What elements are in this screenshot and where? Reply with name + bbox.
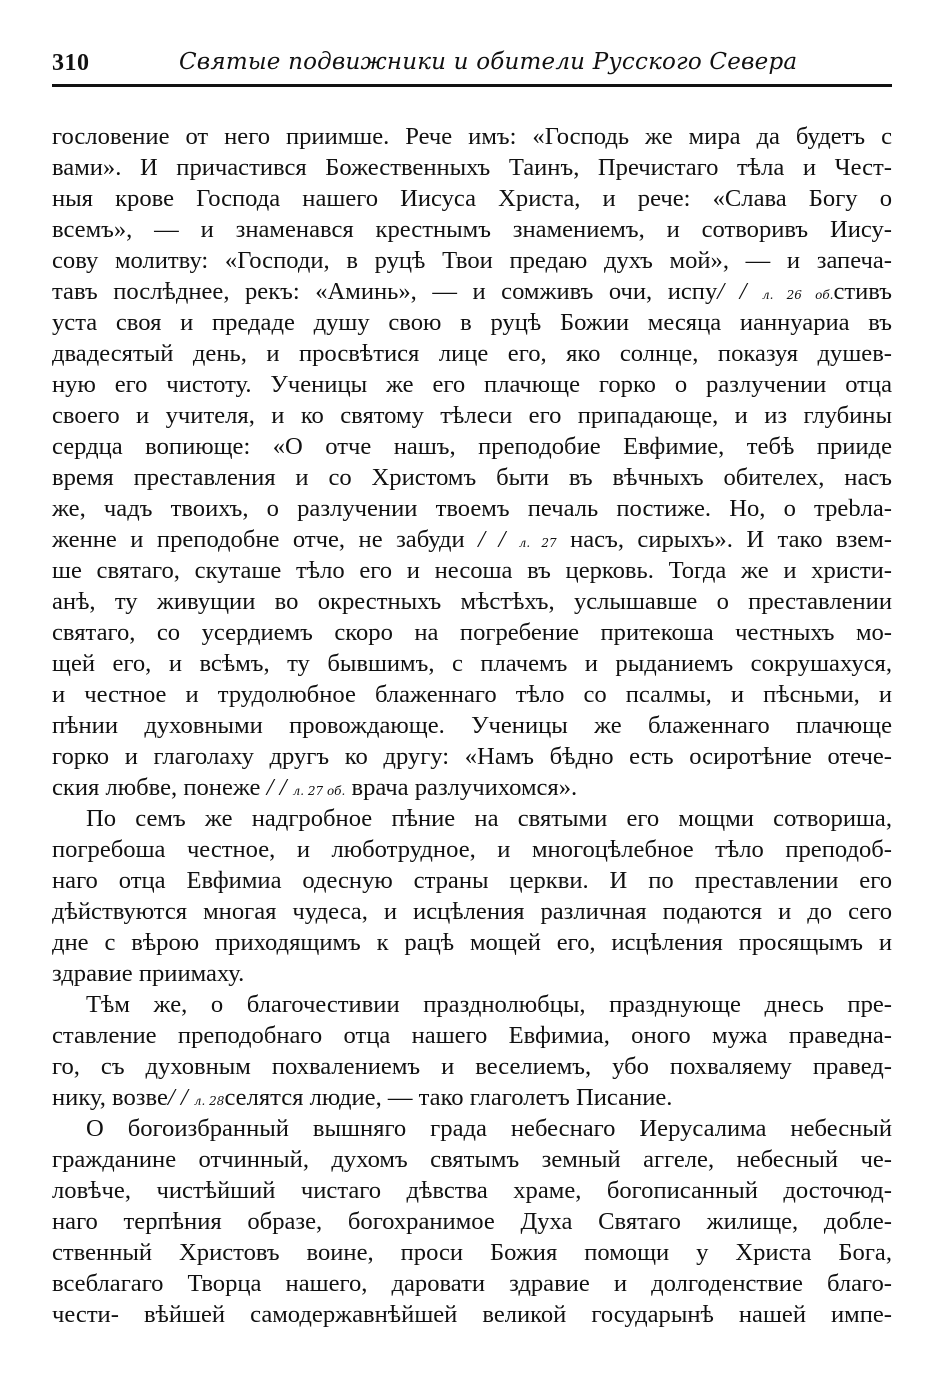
text-line: О богоизбранный вышняго града небеснаго Иерусалима небесный [86,1115,892,1142]
folio-marker: л. 27 об. [292,784,346,798]
text-line: уста своя и предаде душу свою в руцѣ Божии месяца ианнуариа въ [52,309,892,336]
text-line: наго терпѣния образе, богохранимое Духа Святаго жилище, добле- [52,1208,892,1235]
paragraph [52,989,892,1113]
text-line: дне с вѣрою приходящимъ к рацѣ мощей его, исцѣления просящымъ и [52,929,892,956]
folio-break-mark: / / [167,1084,188,1111]
text-line: время преставления и со Христомъ быти въ вѣчныхъ обителех, насъ [52,464,892,491]
text-line: же, чадъ твоихъ, о разлучении твоемъ печаль постиже. Но, о трebла- [52,495,892,522]
page-number: 310 [52,50,90,76]
folio-break-mark: / / [478,526,506,553]
text-line: дѣйствуются многая чудеса, и исцѣления различная подаются и до сего [52,898,892,925]
text-line: Тѣм же, о благочестивии празднолюбцы, празднующе днесь пре- [86,991,892,1018]
folio-marker: л. 26 об. [762,288,834,302]
line-text: насъ, сирыхъ». И тако взем- [556,526,892,553]
text-line: двадесятый день, и просвѣтися лице его, яко солнце, показуя душев- [52,340,892,367]
paragraph [52,803,892,989]
text-line: сову молитву: «Господи, в руцѣ Твои предаю духъ мой», — и запеча- [52,247,892,274]
text-line: ловѣче, чистѣйший чистаго дѣвства храме, богописанный досточюд- [52,1177,892,1204]
folio-marker: л. 28 [193,1094,225,1108]
text-line: ную его чистоту. Ученицы же его плачюще горко о разлучении отца [52,371,892,398]
line-text: врача разлучихомся». [345,774,578,801]
paragraph [52,121,892,803]
text-line: ныя крове Господа нашего Иисуса Христа, и рече: «Слава Богу о [52,185,892,212]
text-line: своего и учителя, и ко святому тѣлеси его припадающе, и из глубины [52,402,892,429]
text-line: ственный Христовъ воине, проси Божия помощи у Христа Бога, [52,1239,892,1266]
book-title: Святые подвижники и обители Русского Севера [179,49,798,75]
text-line: погребоша честное, и люботрудное, и многоцѣлебное тѣло преподоб- [52,836,892,863]
text-line [52,524,892,555]
text-line: здравие приимаху. [52,960,245,987]
text-line: и честное и трудолюбное блаженнаго тѣло со псалмы, и пѣсньми, и [52,681,892,708]
text-line: анѣ, ту живущии во окрестныхъ мѣстѣхъ, услышавше о преставлении [52,588,892,615]
text-line: По семъ же надгробное пѣние на святыми его мощми сотвориша, [86,805,892,832]
text-line [52,1082,892,1113]
book-page [52,44,892,1330]
folio-marker: л. 27 [518,536,557,550]
text-line: пѣнии духовными провождающе. Ученицы же блаженнаго плачюще [52,712,892,739]
line-text: селятся людие, — тако глаголетъ Писание. [224,1084,673,1111]
text-line: го, съ духовным похвалениемъ и веселиемъ, убо похваляему правед- [52,1053,892,1080]
text-line: чести- вѣйшей самодержавнѣйшей великой государынѣ нашей импе- [52,1301,892,1328]
paragraph [52,1113,892,1330]
text-line: горко и глаголаху другъ ко другу: «Намъ бѣдно есть осиротѣние отече- [52,743,892,770]
text-line: щей его, и всѣмъ, ту бывшимъ, с плачемъ и рыданиемъ сокрушахуся, [52,650,892,677]
text-line: гословение от него приимше. Рече имъ: «Господь же мира да будетъ с [52,123,892,150]
folio-break-mark: / / [717,278,747,305]
text-line: святаго, со усердиемъ скоро на погребение притекоша честныхъ мо- [52,619,892,646]
line-text: нику, возве [52,1084,168,1111]
line-text: женне и преподобне отче, не забуди [52,526,479,553]
text-line [52,276,892,307]
folio-break-mark: / / [266,774,287,801]
text-line: ше святаго, скуташе тѣло его и несоша въ церковь. Тогда же и христи- [52,557,892,584]
text-line: наго отца Евфимиа одесную страны церкви. И по преставлении его [52,867,892,894]
text-line: всемъ», — и знаменався крестнымъ знамениемъ, и сотворивъ Иису- [52,216,892,243]
text-line: всеблагаго Творца нашего, даровати здравие и долгоденствие благо- [52,1270,892,1297]
line-text: тавъ послѣднее, рекъ: «Аминь», — и сомживъ очи, испу [52,278,718,305]
text-line: гражданине отчинный, духомъ святымъ земный аггеле, небесный че- [52,1146,892,1173]
text-line: ставление преподобнаго отца нашего Евфимиа, оного мужа праведна- [52,1022,892,1049]
line-text: ския любве, понеже [52,774,267,801]
text-line: сердца вопиюще: «О отче нашъ, преподобие Евфимие, тебѣ прииде [52,433,892,460]
running-header [52,44,892,87]
text-line: вами». И причастився Божественныхъ Таинъ, Пречистаго тѣла и Чест- [52,154,892,181]
line-text: стивъ [833,278,893,305]
body-text [52,121,892,1330]
text-line [52,772,892,803]
